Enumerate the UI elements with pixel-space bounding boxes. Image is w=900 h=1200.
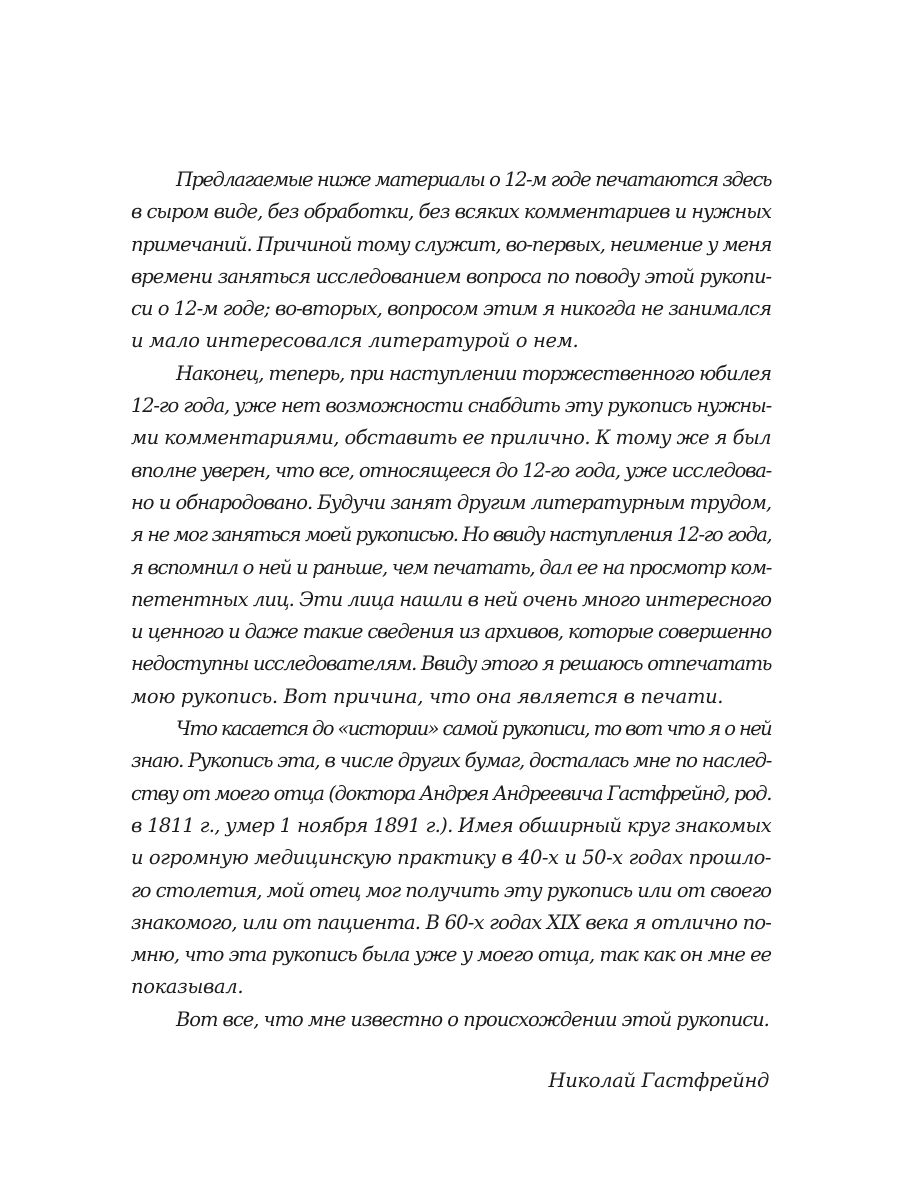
text-line: примечаний. Причиной тому служит, во-первых, неимение у меня [131, 232, 772, 256]
text-line: времени заняться исследованием вопроса по поводу этой рукопи- [131, 264, 771, 288]
text-line: го столетия, мой отец мог получить эту рукопись или от своего [131, 878, 771, 902]
text-line: Вот все, что мне известно о происхождении этой рукописи. [176, 1007, 769, 1031]
text-line: знакомого, или от пациента. В 60-х годах XIX века я отлично по- [131, 910, 771, 934]
text-line: Предлагаемые ниже материалы о 12-м годе печатаются здесь [176, 168, 771, 191]
text-line: Что касается до «истории» самой рукописи, то вот что я о ней [176, 717, 771, 741]
text-line: но и обнародовано. Будучи занят другим литературным трудом, [131, 490, 771, 514]
text-line: показывал. [131, 975, 244, 999]
text-line: знаю. Рукопись эта, в числе других бумаг, досталась мне по наслед- [131, 749, 771, 773]
text-line: 12-го года, уже нет возможности снабдить эту рукопись нужны- [131, 394, 771, 418]
body-text [131, 164, 771, 1036]
text-line: мою рукопись. Вот причина, что она является в печати. [131, 684, 724, 708]
text-line: си о 12-м годе; во-вторых, вопросом этим я никогда не занимался [131, 297, 771, 321]
text-line: и огромную медицинскую практику в 40-х и 50-х годах прошло- [131, 846, 771, 870]
text-line: ми комментариями, обставить ее прилично. К тому же я был [131, 426, 771, 450]
text-line: Наконец, теперь, при наступлении торжественного юбилея [176, 361, 771, 385]
text-line: я вспомнил о ней и раньше, чем печатать, дал ее на просмотр ком- [131, 555, 771, 579]
text-line: я не мог заняться моей рукописью. Но ввиду наступления 12-го года, [131, 523, 771, 547]
text-line: вполне уверен, что все, относящееся до 12-го года, уже исследова- [131, 458, 771, 482]
text-line: в сыром виде, без обработки, без всяких комментариев и нужных [131, 200, 771, 224]
text-line: ству от моего отца (доктора Андрея Андреевича Гастфрейнд, род. [131, 781, 771, 805]
text-line: и ценного и даже такие сведения из архивов, которые совершенно [131, 620, 771, 644]
text-line: петентных лиц. Эти лица нашли в ней очень много интересного [131, 587, 771, 611]
paragraph-2 [131, 358, 771, 713]
paragraph-3 [131, 713, 771, 1004]
text-line: мню, что эта рукопись была уже у моего отца, так как он мне ее [131, 943, 771, 967]
text-line: в 1811 г., умер 1 ноября 1891 г.). Имея обширный круг знакомых [131, 813, 771, 837]
paragraph-4 [131, 1004, 771, 1036]
text-line: недоступны исследователям. Ввиду этого я решаюсь отпечатать [131, 652, 771, 676]
paragraph-1 [131, 164, 771, 358]
author-signature: Николай Гастфрейнд [548, 1069, 769, 1092]
text-line: и мало интересовался литературой о нем. [131, 329, 579, 353]
